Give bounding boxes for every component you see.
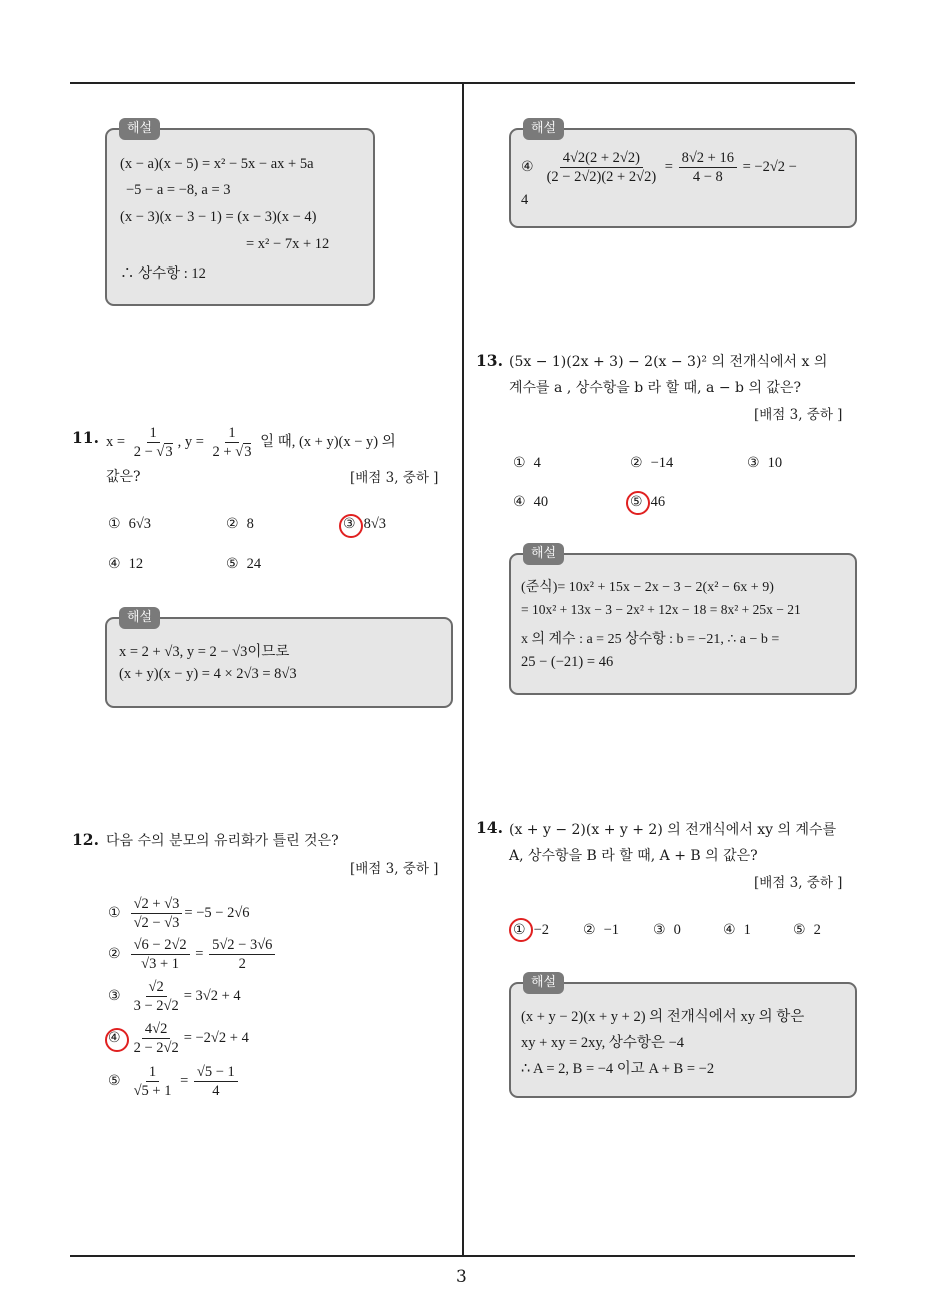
choice-4[interactable]: ④ 40 (513, 494, 549, 510)
solution-line: (x − a)(x − 5) = x² − 5x − ax + 5a (120, 156, 314, 172)
answer-circle (105, 1028, 129, 1052)
solution-line: = 10x² + 13x − 3 − 2x² + 12x − 18 = 8x² + 25x − 21 (521, 602, 801, 617)
question-number: 13. (476, 351, 503, 370)
solution-line: (x + y − 2)(x + y + 2) 의 전개식에서 xy 의 항은 (521, 1009, 805, 1025)
choice-1[interactable]: ① 4 (513, 455, 541, 471)
question-statement-line2: 계수를 a , 상수항을 b 라 할 때, a − b 의 값은? (509, 380, 801, 396)
page-number: 3 (456, 1267, 467, 1287)
solution-tag: 해설 (119, 118, 160, 140)
question-statement: x = $\frac{1}{2 - √3}$ , y = $\frac{1}{2 + √3}$ 일 때, (x + y)(x − y) 의 (106, 425, 396, 460)
solution-line: (준식)= 10x² + 15x − 2x − 3 − 2(x² − 6x + 9) (521, 580, 774, 595)
score-label: [배점 3, 중하 ] (754, 407, 843, 423)
solution-line: x 의 계수 : a = 25 상수항 : b = −21, ∴ a − b = (521, 632, 780, 647)
question-number: 11. (72, 428, 99, 447)
solution-box-q11 (105, 617, 453, 708)
solution-line: ④ $\frac{4√2(2 + 2√2)}{(2 - 2√2)(2 + 2√2)}$ = $\frac{8√2 + 16}{4 - 8}$ = −2√2 − (521, 150, 797, 185)
solution-tag: 해설 (523, 972, 564, 994)
solution-line: xy + xy = 2xy, 상수항은 −4 (521, 1035, 684, 1051)
solution-line: x = 2 + √3, y = 2 − √3이므로 (119, 644, 290, 660)
question-statement: (5x − 1)(2x + 3) − 2(x − 3)² 의 전개식에서 x 의 (509, 354, 828, 370)
choice-2[interactable]: ② −14 (630, 455, 674, 471)
choice-3[interactable]: ③ $\frac{√2}{3 - 2√2}$ = 3√2 + 4 (108, 979, 241, 1014)
fraction: $\frac{1}{2 + √3}$ (212, 425, 252, 460)
score-label: [배점 3, 중하 ] (754, 875, 843, 891)
question-statement: 다음 수의 분모의 유리화가 틀린 것은? (106, 833, 339, 849)
question-statement: (x + y − 2)(x + y + 2) 의 전개식에서 xy 의 계수를 (509, 822, 837, 838)
choice-5[interactable]: ⑤ 46 (630, 494, 666, 510)
choice-4[interactable]: ④ $\frac{4√2}{2 - 2√2}$ = −2√2 + 4 (108, 1021, 249, 1056)
choice-4[interactable]: ④ 12 (108, 556, 144, 572)
bottom-rule (70, 1255, 855, 1257)
choice-2[interactable]: ② 8 (226, 516, 254, 532)
question-number: 14. (476, 818, 503, 837)
solution-tag: 해설 (523, 543, 564, 565)
answer-circle (339, 514, 363, 538)
fraction: $\frac{1}{2 - √3}$ (133, 425, 173, 460)
choice-3[interactable]: ③ 10 (747, 455, 783, 471)
solution-line: = x² − 7x + 12 (246, 236, 330, 252)
choice-1[interactable]: ① 6√3 (108, 516, 152, 532)
question-statement-line2: A, 상수항을 B 라 할 때, A + B 의 값은? (509, 848, 758, 864)
solution-line: (x − 3)(x − 3 − 1) = (x − 3)(x − 4) (120, 209, 317, 225)
solution-box-q13 (509, 553, 857, 695)
answer-circle (626, 491, 650, 515)
question-statement-line2: 값은? (106, 469, 141, 485)
solution-tag: 해설 (523, 118, 564, 140)
choice-2[interactable]: ② $\frac{√6 - 2√2}{√3 + 1}$ = $\frac{5√2 - 3√6}{2}$ (108, 937, 277, 972)
choice-2[interactable]: ② −1 (583, 922, 619, 938)
score-label: [배점 3, 중하 ] (350, 470, 439, 486)
choice-3[interactable]: ③ 8√3 (343, 516, 387, 532)
solution-tag: 해설 (119, 607, 160, 629)
solution-line: ∴ A = 2, B = −4 이고 A + B = −2 (521, 1061, 715, 1077)
question-number: 12. (72, 830, 99, 849)
choice-1[interactable]: ① −2 (513, 922, 549, 938)
choice-1[interactable]: ① $\frac{√2 + √3}{√2 - √3}$ = −5 − 2√6 (108, 896, 250, 931)
choice-4[interactable]: ④ 1 (723, 922, 751, 938)
answer-circle (509, 918, 533, 942)
solution-line: ∴ 상수항 : 12 (120, 266, 206, 282)
choice-3[interactable]: ③ 0 (653, 922, 681, 938)
column-divider (462, 83, 464, 1256)
solution-line: 4 (521, 192, 529, 208)
solution-line: (x + y)(x − y) = 4 × 2√3 = 8√3 (119, 666, 297, 682)
solution-line: 25 − (−21) = 46 (521, 654, 614, 670)
choice-5[interactable]: ⑤ 2 (793, 922, 821, 938)
choice-5[interactable]: ⑤ $\frac{1}{√5 + 1}$ = $\frac{√5 - 1}{4}$ (108, 1064, 240, 1099)
score-label: [배점 3, 중하 ] (350, 861, 439, 877)
choice-5[interactable]: ⑤ 24 (226, 556, 262, 572)
solution-line: −5 − a = −8, a = 3 (126, 182, 231, 198)
